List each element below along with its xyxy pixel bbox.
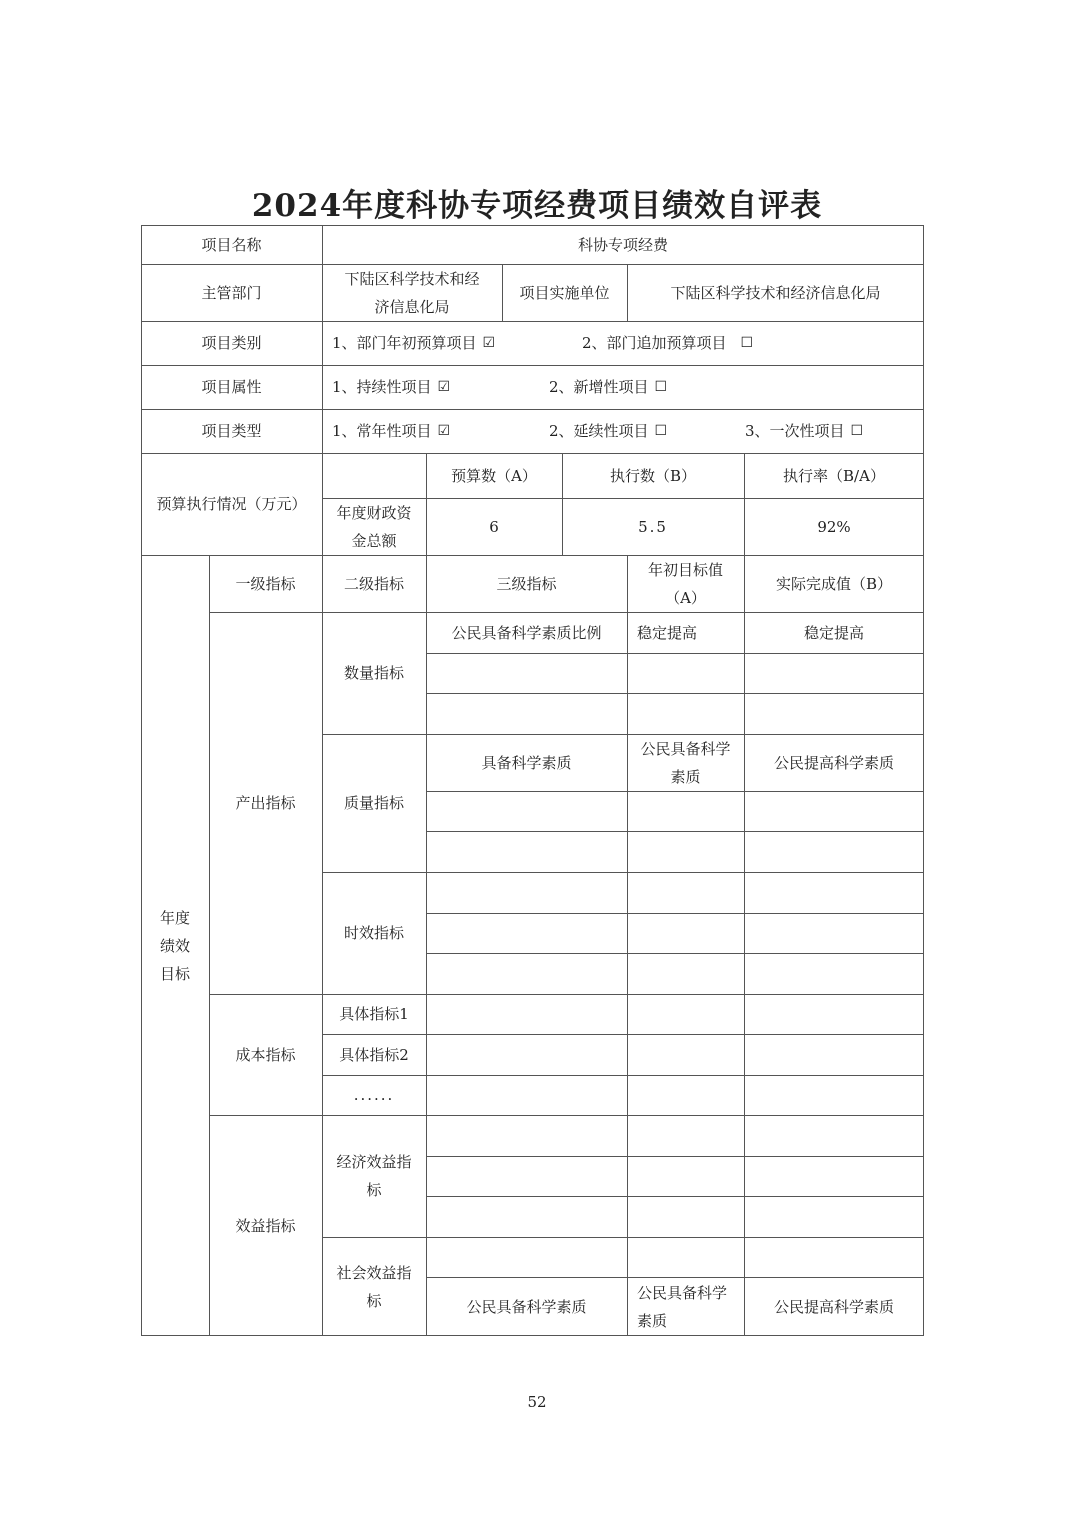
- unchecked-checkbox-icon[interactable]: ☐: [740, 335, 754, 351]
- annual-goals-label-3: 目标: [159, 964, 190, 983]
- unchecked-checkbox-icon[interactable]: ☐: [850, 423, 864, 439]
- budget-col-b: 执行数（B）: [609, 466, 697, 485]
- economic-benefit-line2: 标: [366, 1181, 382, 1199]
- header-level3: 三级指标: [496, 574, 557, 593]
- attribute-opt2-text: 2、新增性项目: [549, 378, 649, 396]
- annual-goals-label-1: 年度: [159, 908, 190, 927]
- cost-item-1: 具体指标1: [339, 1005, 409, 1023]
- page-title: 2024年度科协专项经费项目绩效自评表: [251, 188, 823, 224]
- header-level1: 一级指标: [235, 574, 296, 593]
- social-row2-target-line1: 公民具备科学: [637, 1283, 728, 1302]
- attribute-opt1: [322, 365, 542, 409]
- social-row2-actual: 公民提高科学素质: [773, 1297, 894, 1316]
- type-opt1-text: 1、常年性项目: [332, 422, 432, 440]
- dept-value: [322, 264, 502, 321]
- budget-a-value: 6: [489, 517, 499, 536]
- social-benefit-line1: 社会效益指: [336, 1263, 412, 1282]
- budget-label: 预算执行情况（万元）: [156, 495, 307, 513]
- category-opt1-text: 1、部门年初预算项目: [332, 334, 477, 352]
- type-opt2-text: 2、延续性项目: [549, 422, 649, 440]
- header-target-line1: 年初目标值: [647, 560, 723, 579]
- budget-row-label: [322, 498, 426, 555]
- attribute-opt1-text: 1、持续性项目: [332, 378, 432, 396]
- quality-row1-actual: 公民提高科学素质: [773, 753, 894, 772]
- social-benefit-line2: 标: [366, 1291, 382, 1310]
- attribute-label: 项目属性: [201, 378, 262, 396]
- unchecked-checkbox-icon[interactable]: ☐: [654, 423, 668, 439]
- type-label: 项目类型: [201, 422, 262, 440]
- checked-checkbox-icon[interactable]: ☑: [437, 379, 451, 395]
- quantity-row1-level3: 公民具备科学素质比例: [451, 623, 602, 642]
- social-row2-target: [627, 1277, 744, 1336]
- unchecked-checkbox-icon[interactable]: ☐: [654, 379, 668, 395]
- category-opt2: [572, 321, 924, 365]
- timeliness-indicator: 时效指标: [343, 924, 404, 942]
- category-opt2-text: 2、部门追加预算项目: [582, 334, 727, 352]
- attribute-opt2: [539, 365, 924, 409]
- cost-indicator: 成本指标: [235, 1045, 296, 1064]
- type-opt3-text: 3、一次性项目: [745, 422, 845, 440]
- quantity-row1-actual: 稳定提高: [803, 623, 864, 642]
- quantity-indicator: 数量指标: [343, 664, 404, 682]
- checked-checkbox-icon[interactable]: ☑: [437, 423, 451, 439]
- output-indicator: 产出指标: [235, 794, 296, 812]
- dept-value-line2: 济信息化局: [374, 297, 450, 316]
- dept-value-line1: 下陆区科学技术和经: [344, 269, 480, 288]
- economic-benefit-line1: 经济效益指: [336, 1153, 412, 1171]
- cost-item-more: ......: [353, 1086, 395, 1104]
- budget-rate-value: 92%: [817, 517, 851, 536]
- social-benefit-indicator: [322, 1237, 426, 1336]
- category-label: 项目类别: [201, 334, 262, 352]
- project-name-label: 项目名称: [201, 235, 262, 254]
- quality-row1-level3: 具备科学素质: [481, 753, 572, 772]
- budget-b-value: 5.5: [638, 517, 668, 536]
- header-level2: 二级指标: [343, 574, 404, 593]
- type-opt2: [539, 409, 739, 453]
- budget-row-label-line1: 年度财政资: [336, 503, 412, 522]
- impl-unit-label: 项目实施单位: [519, 283, 610, 302]
- dept-label: 主管部门: [201, 283, 262, 302]
- checked-checkbox-icon[interactable]: ☑: [482, 335, 496, 351]
- header-target-line2: （A）: [665, 588, 706, 607]
- quality-row1-target: [627, 734, 744, 791]
- impl-unit-value: 下陆区科学技术和经济信息化局: [670, 283, 881, 302]
- category-opt1: [322, 321, 562, 365]
- quantity-row1-target: 稳定提高: [637, 623, 698, 642]
- social-row2-target-line2: 素质: [637, 1311, 668, 1330]
- project-name-value: 科协专项经费: [577, 235, 668, 254]
- budget-col-rate: 执行率（B/A）: [783, 466, 885, 485]
- page-number: 52: [527, 1393, 547, 1411]
- type-opt3: [735, 409, 924, 453]
- cost-item-2: 具体指标2: [339, 1045, 409, 1064]
- budget-row-label-line2: 金总额: [351, 531, 397, 550]
- benefit-indicator: 效益指标: [235, 1216, 296, 1235]
- annual-goals-label: [141, 555, 209, 1336]
- quality-indicator: 质量指标: [343, 794, 404, 812]
- header-actual: 实际完成值（B）: [775, 574, 893, 593]
- quality-row1-target-line1: 公民具备科学: [640, 739, 731, 758]
- budget-col-a: 预算数（A）: [451, 466, 537, 485]
- header-target: [627, 555, 744, 612]
- economic-benefit-indicator: [322, 1115, 426, 1237]
- social-row2-level3: 公民具备科学素质: [466, 1297, 587, 1316]
- type-opt1: [322, 409, 542, 453]
- annual-goals-label-2: 绩效: [159, 936, 190, 955]
- quality-row1-target-line2: 素质: [670, 767, 701, 786]
